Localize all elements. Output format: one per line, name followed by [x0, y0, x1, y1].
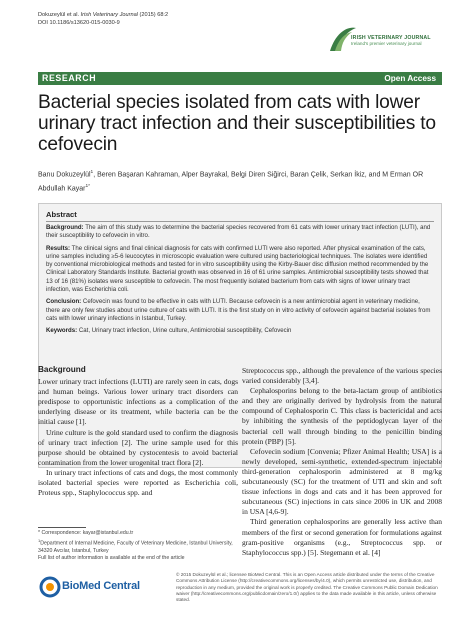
abstract-results: Results: The clinical signs and final clinical diagnosis for cats with confirmed LUTI were also reported. After physical examination of the cats, urine samples including ≥5-6 leucocytes in microscopic evaluation were cultured using bacteriological techniques. The isolates were identified by conventional microbiological methods and tested for in vitro susceptibility using the Kirby-Bauer disc diffusion method recommended by the Clinical Laboratory Standards Institute. Bacterial growth was observed in 16 of 61 urine samples. Antimicrobial susceptibility tests showed that 13 of 16 (81%) isolates were susceptible to cefovecin. The most frequently isolated bacterium from cats with signs of lower urinary tract infection, was Escherichia coli. [46, 244, 429, 294]
body-column-left [38, 366, 238, 498]
abstract-conclusion: Conclusion: Cefovecin was found to be effective in cats with LUTI. Because cefovecin is a new antimicrobial agent in veterinary medicine, there are only few studies about urine culture of cats with LUTI. It is the first study on in vitro activity of cefovecin against bacterial isolates from cats with lower urinary infections in Istanbul, Turkey. [46, 298, 431, 322]
body-paragraph: Lower urinary tract infections (LUTI) are rarely seen in cats, dogs and human beings. Various lower urinary tract disorders can predispose to opportunistic infections as a complication of the underlying disease or its treatment, while bacteria can be the initial cause [1]. [38, 377, 238, 427]
author-others: Beren Başaran Kahraman, Alper Bayrakal, Belgi Diren Siğirci, Baran Çelik, Serkan İkiz, and M Erman OR [97, 171, 424, 179]
article-title: Bacterial species isolated from cats with lower urinary tract infection and their susceptibilities to cefovecin [38, 92, 436, 155]
abstract-background: Background: The aim of this study was to determine the bacterial species recovered from 61 cats with lower urinary tract infection (LUTI), and their susceptibility to cefovecin in vitro. [46, 224, 431, 240]
footnote-divider [38, 527, 86, 528]
author-list: Banu Dokuzeylül$^1$, Beren Başaran Kahraman, Alper Bayrakal, Belgi Diren Siğirci, Baran Çelik, Serkan İkiz, and M Erman OR Abdullah Kayar$^{1*}$ [38, 170, 424, 193]
abstract-divider [46, 221, 434, 222]
section-heading-background: Background [38, 365, 86, 374]
footnote-affiliation: Department of Internal Medicine, Faculty of Veterinary Medicine, Istanbul University, 34320 Avcılar, Istanbul, Turkey [38, 540, 233, 554]
abstract-heading: Abstract [46, 210, 77, 219]
logo-line1: IRISH VETERINARY JOURNAL [351, 35, 431, 41]
body-column-right [242, 366, 442, 558]
citation-authors: Dokuzeylül et al. [38, 12, 80, 18]
doi[interactable]: DOI 10.1186/s13620-015-0030-9 [38, 20, 120, 26]
body-paragraph: Cefovecin sodium [Convenia; Pfizer Animal Health; USA] is a newly developed, semi-synthetic, extended-spectrum injectable third-generation cephalosporin administered at 8 mg/kg subcutaneously (SC) for the treatment of UTI and skin and soft tissue infections in dogs and cats and it has been approved for subcutaneous (SC) injections in cats since 2006 in UK and 2008 in USA [4,6-9]. [242, 446, 442, 517]
abstract-keywords: Keywords: Cat, Urinary tract infection, Urine culture, Antimicrobial susceptibility, Cefovecin [46, 327, 292, 335]
license-text: © 2015 Dokuzeylül et al.; licensee BioMed Central. This is an Open Access article distributed under the terms of the Creative Commons Attribution License (http://creativecommons.org/licenses/by/4.0), which permits unrestricted use, distribution, and reproduction in any medium, provided the original work is properly credited. The Creative Commons Public Domain Dedication waiver (http://creativecommons.org/publicdomain/zero/1.0/) applies to the data made available in this article, unless otherwise stated. [176, 572, 438, 603]
article-type-banner [38, 72, 442, 85]
footnote-full-list: Full list of author information is available at the end of the article [38, 554, 185, 561]
body-paragraph: Third generation cephalosporins are generally less active than members of the first or second generation for formulations against gram-positive organisms (e.g., Streptococcus spp. or Staphylococcus spp.) [5]. Stegemann et al. [4] [242, 517, 442, 557]
citation-journal: Irish Veterinary Journal [80, 12, 138, 18]
logo-line2: Ireland's premier veterinary journal [351, 41, 422, 47]
abstract-body [46, 224, 434, 340]
body-paragraph: Urine culture is the gold standard used to confirm the diagnosis of urinary tract infection [2]. The urine sample used for this purpose should be obtained by cystocentesis to avoid bacterial contamination from the lower urogenital tract flora [2]. [38, 427, 238, 467]
citation-header [38, 11, 168, 27]
citation-volume: (2015) 68:2 [139, 12, 169, 18]
open-access-badge: Open Access [384, 73, 436, 83]
footnote-correspondence[interactable]: * Correspondence: kayar@istanbul.edu.tr [38, 530, 134, 536]
article-type-label: RESEARCH [42, 73, 97, 83]
body-paragraph: Cephalosporins belong to the beta-lactam group of antibiotics and they are originally derived by hydrolysis from the natural compound of Cephalosporin C. This class is bactericidal and acts by inhibiting the synthesis of the peptidoglycan layer of the bacterial cell wall through binding to the penicillin binding protein (PBP) [5]. [242, 386, 442, 446]
publisher-name: BioMed Central [62, 580, 140, 592]
journal-logo-text [351, 35, 431, 48]
body-paragraph: In urinary tract infections of cats and dogs, the most commonly isolated bacterial species were reported as Escherichia coli, Proteus spp., Staphylococcus spp. and [38, 467, 238, 498]
author-first: Banu Dokuzeylül [38, 171, 91, 179]
footnotes: * Correspondence: kayar@istanbul.edu.tr $^1$Department of Internal Medicine, Faculty of Veterinary Medicine, Istanbul University, 34320 Avcılar, Istanbul, Turkey Full list of author information is available at the end of the article [38, 530, 238, 562]
body-paragraph: Streptococcus spp., although the prevalence of the various species varied considerably [3,4]. [242, 366, 442, 386]
author-corresponding: Abdullah Kayar [38, 185, 86, 193]
